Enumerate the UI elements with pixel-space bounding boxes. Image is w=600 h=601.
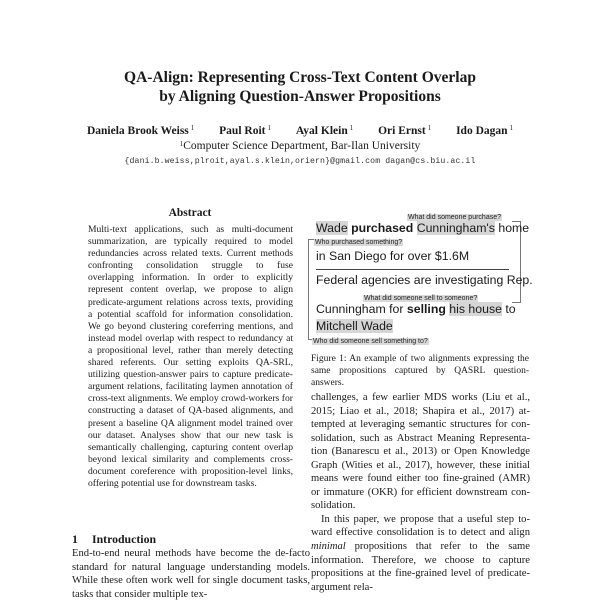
abstract-body: Multi-text applications, such as multi-document summarization, are typically required to model redundancies across related texts. Current methods confronting consolidation struggle to fuse overlapping information. In order to explicitly represent content overlap, we propose to align predicate-argument relations across texts, providing a potential scaffold for information consolidation. We go beyond clustering coreferring mentions, and instead model overlap with respect to redundancy at a propositional level, rather than merely detecting shared referents. Our setting exploits QA-SRL, utilizing question-answer pairs to capture predicate-argument relations, facilitating laymen annotation of cross-text alignments. We employ crowd-workers for constructing a dataset of QA-based alignments, and present a baseline QA alignment model trained over our dataset. Analyses show that our new task is semantically challenging, capturing content overlap beyond lexical similarity and complements cross-document coreference with proposition-level links, offering potential use for downstream tasks. xyxy=(88,224,293,489)
introduction-body: End-to-end neural methods have become the de-facto standard for natural language understanding models. While these often work well for single document tasks, tasks that consider multiple tex- xyxy=(72,548,310,600)
author xyxy=(456,125,513,137)
paragraph: challenges, a few earlier MDS works (Liu et al., 2015; Liao et al., 2018; Shapira et al., 2017) attempted at leveraging semantic structures for consolidation, such as Abstract Meaning Representation (Banarescu et al., 2013) or Open Knowledge Graph (Wities et al., 2017), however, these initial means were found either too fine-grained (AMR) or immature (OKR) for efficient downstream consolidation. xyxy=(311,392,530,512)
emphasis: minimal xyxy=(311,541,346,553)
highlighted-span: Wade xyxy=(316,221,348,235)
affil-mark: 1 xyxy=(267,124,271,132)
highlighted-span: his house xyxy=(449,302,502,316)
sentence-line xyxy=(316,319,393,333)
title-line-2: by Aligning Question-Answer Propositions xyxy=(159,88,441,105)
section-heading-introduction xyxy=(72,532,156,547)
paragraph-text: propositions that refer to the same information. Therefore, we choose to capture propositions at the fine-grained level of predicate-argument rela- xyxy=(311,541,530,593)
author xyxy=(219,125,271,137)
sentence-text: to xyxy=(505,302,516,316)
highlighted-span: Cunningham's xyxy=(416,221,495,235)
affil-mark: 1 xyxy=(427,124,432,132)
question-label: What did someone sell to someone? xyxy=(364,295,478,302)
highlighted-span: Mitchell Wade xyxy=(316,319,393,333)
author-name: Ido Dagan xyxy=(456,125,508,137)
author-name: Daniela Brook Weiss xyxy=(86,125,189,137)
section-title: Introduction xyxy=(92,532,157,546)
paragraph xyxy=(311,513,530,594)
sentence-line xyxy=(316,302,516,316)
figure-caption: Figure 1: An example of two alignments expressing the same propositions captured by QASRL question-answers. xyxy=(311,354,529,388)
author-name: Paul Roit xyxy=(219,125,266,137)
affil-mark: 1 xyxy=(190,124,195,132)
paragraph-text: In this paper, we propose that a useful step toward effective consolidation is to detect and align xyxy=(311,513,530,539)
sentence-text: Cunningham for xyxy=(316,302,404,316)
predicate: selling xyxy=(406,302,446,316)
figure-1 xyxy=(300,205,533,350)
author-emails: {dani.b.weiss,plroit,ayal.s.klein,oriern}@gmail.com dagan@cs.biu.ac.il xyxy=(124,157,476,166)
sentence-line xyxy=(316,221,529,235)
sentence-text: home xyxy=(498,221,530,235)
question-label: Who purchased something? xyxy=(315,239,403,246)
paper-title xyxy=(0,68,600,106)
author xyxy=(296,125,353,137)
affil-mark: 1 xyxy=(179,140,184,148)
sentence-line: Federal agencies are investigating Rep. xyxy=(316,273,533,287)
author xyxy=(87,125,194,137)
author-list xyxy=(0,125,600,137)
document-divider xyxy=(316,269,509,270)
abstract-heading: Abstract xyxy=(168,207,212,219)
author-name: Ayal Klein xyxy=(295,125,348,137)
author xyxy=(378,125,431,137)
title-line-1: QA-Align: Representing Cross-Text Content Overlap xyxy=(124,69,476,86)
section-number: 1 xyxy=(72,532,78,546)
affil-mark: 1 xyxy=(509,124,514,132)
predicate: purchased xyxy=(351,221,414,235)
affiliation xyxy=(0,140,600,152)
question-label: What did someone purchase? xyxy=(408,214,501,221)
right-column-body xyxy=(311,391,530,594)
sentence-line: in San Diego for over $1.6M xyxy=(316,249,470,263)
affil-mark: 1 xyxy=(349,124,354,132)
affiliation-text: Computer Science Department, Bar-Ilan University xyxy=(183,140,421,152)
question-label: Who did someone sell something to? xyxy=(313,338,428,345)
author-name: Ori Ernst xyxy=(378,125,426,137)
